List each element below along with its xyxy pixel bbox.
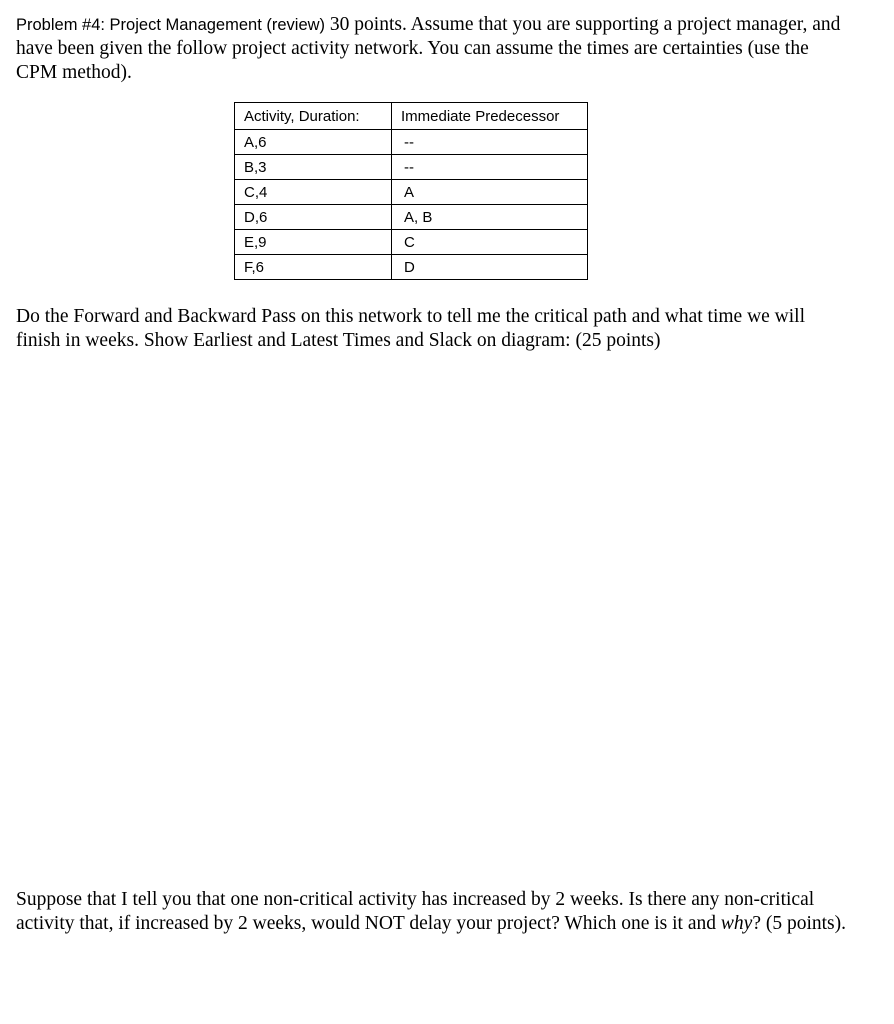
followup-text-before: Suppose that I tell you that one non-critical activity has increased by 2 weeks. Is there any non-critical activity that, if increased by 2 weeks, would NOT delay your project? Which one is it and	[16, 889, 815, 934]
table-row	[235, 230, 588, 255]
table-row	[235, 130, 588, 155]
predecessor-cell: C	[392, 230, 588, 255]
header-immediate-predecessor: Immediate Predecessor	[392, 103, 588, 130]
predecessor-cell: A, B	[392, 205, 588, 230]
forward-backward-pass-question: Do the Forward and Backward Pass on this network to tell me the critical path and what time we will finish in weeks. Show Earliest and Latest Times and Slack on diagram: (25 points)	[16, 306, 806, 351]
activity-table	[234, 102, 588, 280]
followup-italic-why: why	[720, 913, 753, 934]
activity-cell: D,6	[235, 205, 392, 230]
problem-intro	[16, 13, 846, 85]
table-row	[235, 155, 588, 180]
non-critical-activity-question	[16, 888, 846, 936]
problem-intro-text: 30 points. Assume that you are supporting a project manager, and have been given the follow project activity network. You can assume the times are certainties (use the CPM method).	[16, 14, 841, 83]
followup-text-after: ? (5 points).	[752, 913, 847, 934]
predecessor-cell: --	[392, 155, 588, 180]
table-header-row	[235, 103, 588, 130]
table-row	[235, 180, 588, 205]
activity-cell: B,3	[235, 155, 392, 180]
table-row	[235, 255, 588, 280]
activity-cell: E,9	[235, 230, 392, 255]
predecessor-cell: --	[392, 130, 588, 155]
activity-cell: F,6	[235, 255, 392, 280]
predecessor-cell: A	[392, 180, 588, 205]
header-activity-duration: Activity, Duration:	[235, 103, 392, 130]
problem-label: Problem #4: Project Management (review)	[16, 16, 326, 34]
table-row	[235, 205, 588, 230]
predecessor-cell: D	[392, 255, 588, 280]
activity-cell: C,4	[235, 180, 392, 205]
activity-cell: A,6	[235, 130, 392, 155]
